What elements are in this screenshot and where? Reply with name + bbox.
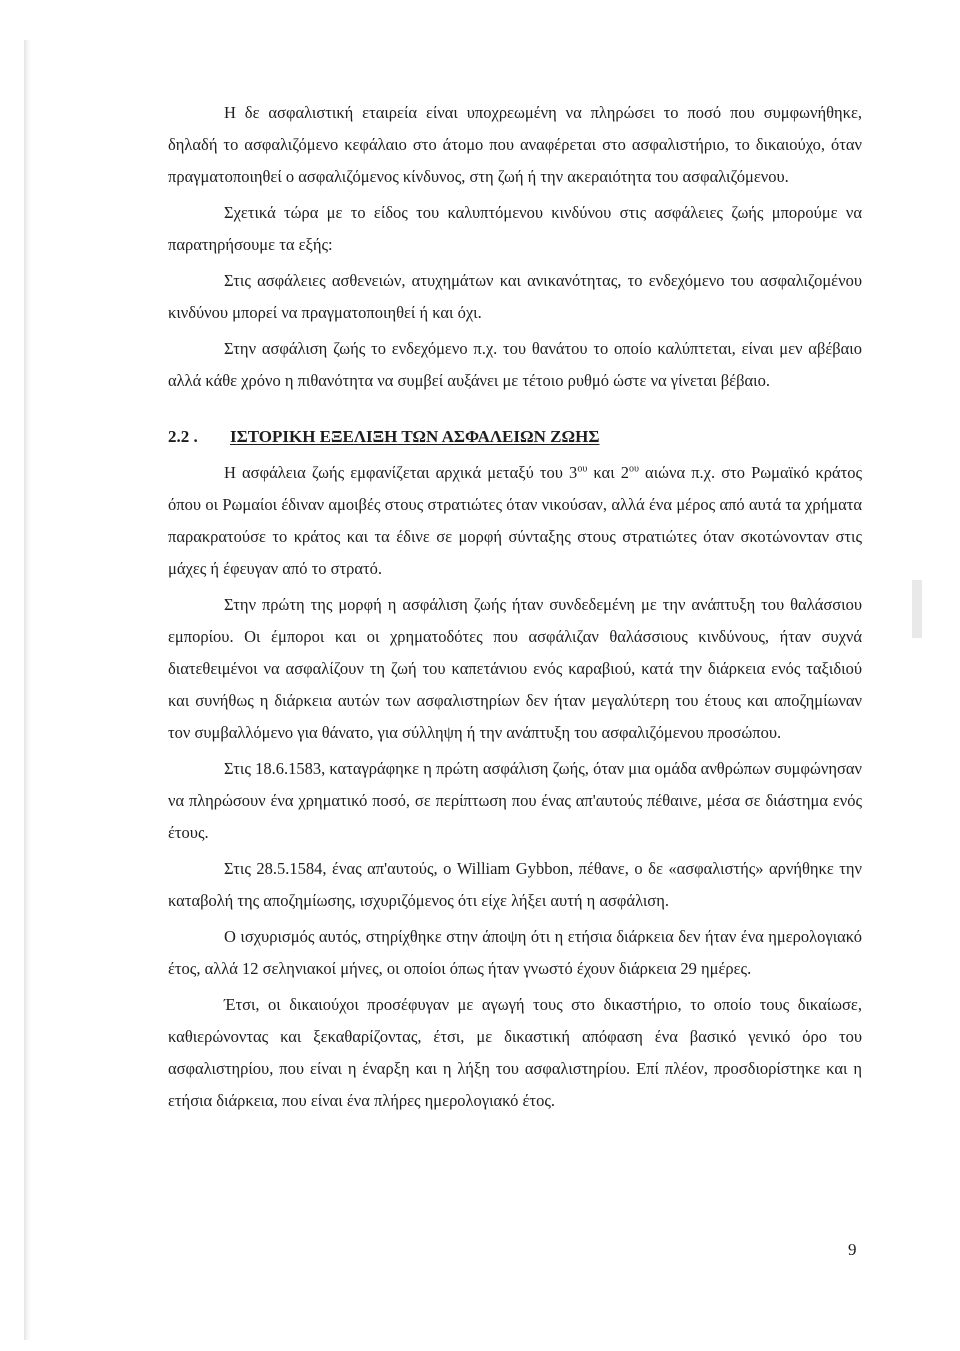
section-title: ΙΣΤΟΡΙΚΗ ΕΞΕΛΙΞΗ ΤΩΝ ΑΣΦΑΛΕΙΩΝ ΖΩΗΣ — [230, 427, 600, 446]
paragraph-first-policy-1583: Στις 18.6.1583, καταγράφηκε η πρώτη ασφάλιση ζωής, όταν μια ομάδα ανθρώπων συμφώνησαν να πληρώσουν ένα χρηματικό ποσό, σε περίπτωση που ένας απ'αυτούς πέθαινε, μέσα σε διάστημα ενός έτους. — [168, 759, 862, 842]
paragraph-roman-origins: Η ασφάλεια ζωής εμφανίζεται αρχικά μεταξύ του $3^{o\upsilon}$ και $2^{o\upsilon}$ αιώνα π.χ. στο Ρωμαϊκό κράτος όπου οι Ρωμαίοι έδιναν αμοιβές στους στρατιώτες όταν νικούσαν, αλλά ένα μέρος από αυτά τα χρήματα παρακρατούσε το κράτος και τα έδινε σε μορφή σύνταξης στους στρατιώτες όταν σκοτώνονταν στις μάχες ή έφευγαν από το στρατό. — [168, 463, 862, 578]
paragraph-maritime-trade: Στην πρώτη της μορφή η ασφάλιση ζωής ήταν συνδεδεμένη με την ανάπτυξη του θαλάσσιου εμπορίου. Οι έμποροι και οι χρηματοδότες που ασφάλιζαν θαλάσσιους κινδύνους, ήταν συχνά διατεθειμένοι να ασφαλίζουν τη ζωή του καπετάνιου ενός καραβιού, κατά την διάρκεια ενός ταξιδιού και συνήθως η διάρκεια αυτών των ασφαλιστηρίων δεν ήταν μεγαλύτερη του έτους και αποζημίωναν τον συμβαλλόμενο για θάνατο, για σύλληψη ή την ανάπτυξη του ασφαλιζόμενου προσώπου. — [168, 595, 862, 742]
scan-artifact — [912, 580, 922, 638]
paragraph-life-insurance-death: Στην ασφάλιση ζωής το ενδεχόμενο π.χ. του θανάτου το οποίο καλύπτεται, είναι μεν αβέβαιο αλλά κάθε χρόνο η πιθανότητα να συμβεί αυξάνει με τέτοιο ρυθμό ώστε να γίνεται βέβαιο. — [168, 339, 862, 390]
paragraph-court-ruling: Έτσι, οι δικαιούχοι προσέφυγαν με αγωγή τους στο δικαστήριο, το οποίο τους δικαίωσε, καθιερώνοντας και ξεκαθαρίζοντας, έτσι, με δικαστική απόφαση ένα βασικό γενικό όρο του ασφαλιστηρίου, που είναι η έναρξη και η λήξη του ασφαλιστηρίου. Επί πλέον, προσδιορίστηκε και η ετήσια διάρκεια, που είναι ένα πλήρες ημερολογιακό έτος. — [168, 995, 862, 1110]
section-heading — [168, 421, 862, 453]
scan-edge-shadow — [24, 40, 31, 1340]
paragraph-insurer-obligation: Η δε ασφαλιστική εταιρεία είναι υποχρεωμένη να πληρώσει το ποσό που συμφωνήθηκε, δηλαδή το ασφαλιζόμενο κεφάλαιο στο άτομο που αναφέρεται στο ασφαλιστήριο, το δικαιούχο, όταν πραγματοποιηθεί ο ασφαλιζόμενος κίνδυνος, στη ζωή ή την ακεραιότητα του ασφαλιζόμενου. — [168, 103, 862, 186]
paragraph-gybbon-1584: Στις 28.5.1584, ένας απ'αυτούς, ο William Gybbon, πέθανε, ο δε «ασφαλιστής» αρνήθηκε την καταβολή της αποζημίωσης, ισχυριζόμενος ότι είχε λήξει αυτή η ασφάλιση. — [168, 859, 862, 910]
document-body — [168, 97, 862, 1121]
paragraph-lunar-months: Ο ισχυρισμός αυτός, στηρίχθηκε στην άποψη ότι η ετήσια διάρκεια δεν ήταν ένα ημερολογιακό έτος, αλλά 12 σεληνιακοί μήνες, οι οποίοι όπως ήταν γνωστό έχουν διάρκεια 29 ημέρες. — [168, 927, 862, 978]
section-number: 2.2 . — [168, 427, 198, 446]
paragraph-risk-types: Σχετικά τώρα με το είδος του καλυπτόμενου κινδύνου στις ασφάλειες ζωής μπορούμε να παρατηρήσουμε τα εξής: — [168, 203, 862, 254]
page-number: 9 — [848, 1240, 857, 1259]
paragraph-health-accident: Στις ασφάλειες ασθενειών, ατυχημάτων και ανικανότητας, το ενδεχόμενο του ασφαλιζομένου κινδύνου μπορεί να πραγματοποιηθεί ή και όχι. — [168, 271, 862, 322]
